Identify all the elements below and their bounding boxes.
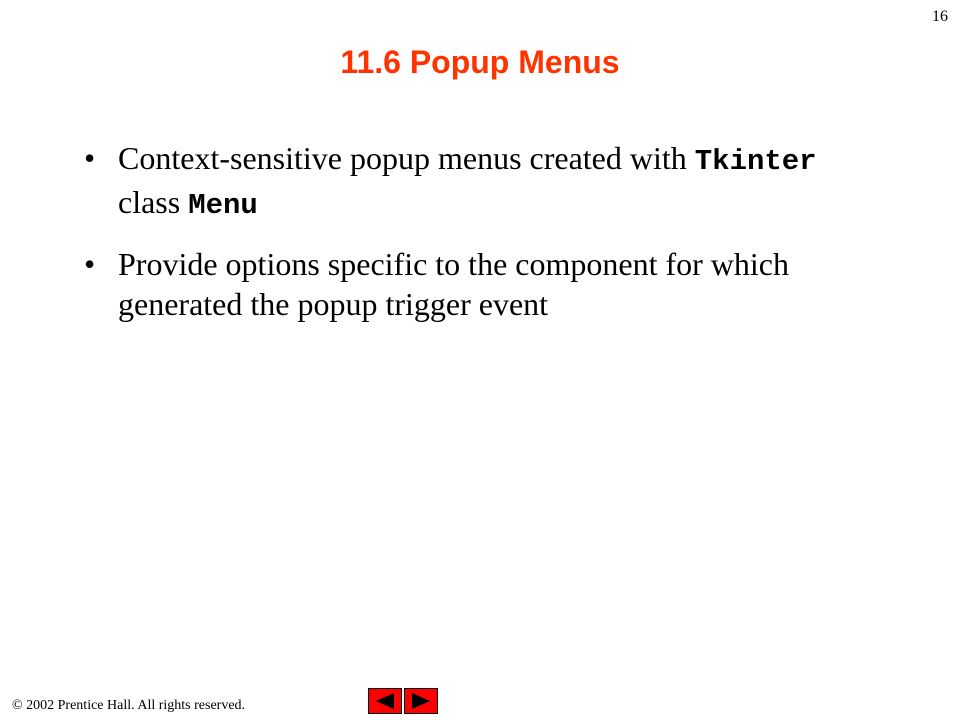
left-triangle-icon: [374, 692, 396, 710]
bullet-text: Provide options specific to the component for which generated the popup trigger event: [118, 246, 789, 322]
code-menu: Menu: [188, 189, 258, 222]
bullet-item-1: [84, 138, 844, 226]
page-number: 16: [932, 8, 948, 25]
previous-slide-button[interactable]: [368, 688, 402, 714]
slide-navigation: [368, 688, 438, 714]
code-tkinter: Tkinter: [694, 145, 817, 178]
right-triangle-icon: [410, 692, 432, 710]
bullet-dot: •: [84, 140, 96, 176]
next-slide-button[interactable]: [404, 688, 438, 714]
bullet-item-2: [84, 244, 844, 324]
bullet-list: [84, 138, 844, 342]
bullet-dot: •: [84, 246, 96, 282]
copyright-footer: © 2002 Prentice Hall. All rights reserved.: [12, 698, 246, 713]
bullet-text-part2: class: [118, 184, 189, 220]
slide-title: 11.6 Popup Menus: [340, 44, 620, 80]
bullet-text-part1: Context-sensitive popup menus created with: [118, 140, 695, 176]
